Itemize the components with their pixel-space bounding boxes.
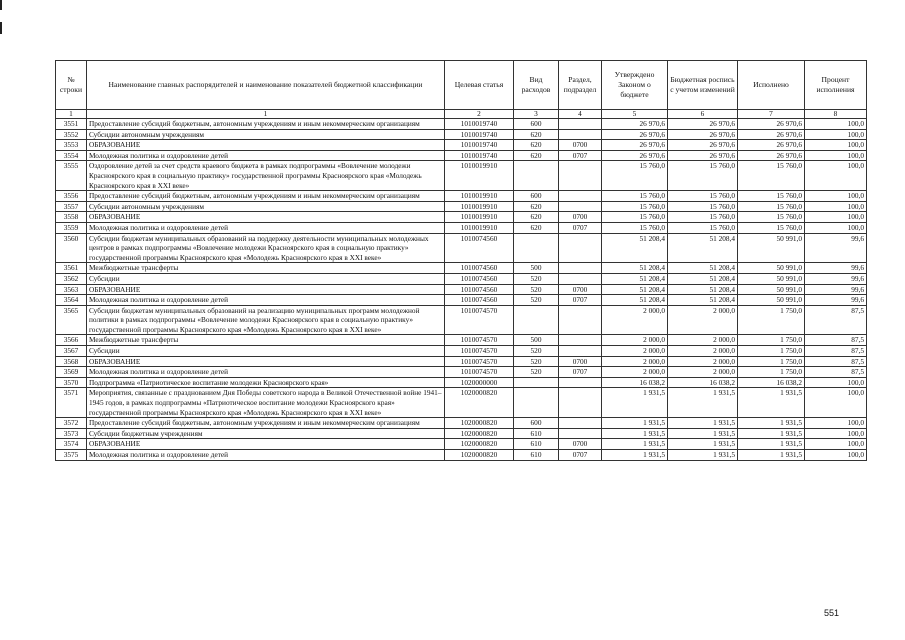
row-section: 0700 (559, 356, 602, 367)
row-section (559, 233, 602, 263)
row-budget-schedule: 1 931,5 (668, 439, 738, 450)
row-number: 3565 (56, 305, 87, 335)
row-number: 3573 (56, 428, 87, 439)
row-expense-type: 620 (514, 140, 559, 151)
row-percent: 99,6 (805, 295, 867, 306)
table-row (56, 273, 867, 284)
row-section (559, 418, 602, 429)
table-row (56, 439, 867, 450)
row-target-article: 1010019740 (445, 150, 514, 161)
row-executed: 50 991,0 (738, 273, 805, 284)
table-row (56, 150, 867, 161)
row-target-article: 1010019910 (445, 222, 514, 233)
row-section (559, 388, 602, 418)
row-target-article: 1010074570 (445, 305, 514, 335)
row-name: Молодежная политика и оздоровление детей (87, 367, 445, 378)
row-target-article: 1020000000 (445, 377, 514, 388)
row-executed: 1 750,0 (738, 356, 805, 367)
row-expense-type: 520 (514, 273, 559, 284)
row-number: 3571 (56, 388, 87, 418)
row-section: 0707 (559, 150, 602, 161)
table-row (56, 346, 867, 357)
row-percent: 99,6 (805, 284, 867, 295)
row-expense-type: 620 (514, 201, 559, 212)
row-approved: 2 000,0 (602, 335, 668, 346)
row-expense-type (514, 305, 559, 335)
row-target-article: 1010074560 (445, 233, 514, 263)
row-executed: 50 991,0 (738, 233, 805, 263)
row-target-article: 1020000820 (445, 439, 514, 450)
row-executed: 1 931,5 (738, 450, 805, 461)
row-percent: 100,0 (805, 212, 867, 223)
row-percent: 87,5 (805, 305, 867, 335)
row-budget-schedule: 2 000,0 (668, 356, 738, 367)
row-number: 3556 (56, 191, 87, 202)
row-budget-schedule: 15 760,0 (668, 201, 738, 212)
row-number: 3570 (56, 377, 87, 388)
header-budget-schedule: Бюджетная роспись с учетом изменений (668, 61, 738, 110)
header-percent: Процент исполнения (805, 61, 867, 110)
row-number: 3568 (56, 356, 87, 367)
row-executed: 15 760,0 (738, 201, 805, 212)
page-number: 551 (824, 608, 840, 618)
row-expense-type: 600 (514, 191, 559, 202)
row-budget-schedule: 26 970,6 (668, 129, 738, 140)
row-percent: 100,0 (805, 439, 867, 450)
row-expense-type (514, 161, 559, 191)
row-number: 3574 (56, 439, 87, 450)
row-budget-schedule: 51 208,4 (668, 284, 738, 295)
row-name: ОБРАЗОВАНИЕ (87, 284, 445, 295)
row-percent: 87,5 (805, 356, 867, 367)
row-number: 3557 (56, 201, 87, 212)
row-expense-type: 520 (514, 356, 559, 367)
row-section: 0707 (559, 295, 602, 306)
row-approved: 51 208,4 (602, 273, 668, 284)
row-target-article: 1020000820 (445, 428, 514, 439)
row-approved: 51 208,4 (602, 295, 668, 306)
table-row (56, 119, 867, 130)
row-budget-schedule: 51 208,4 (668, 233, 738, 263)
row-executed: 1 931,5 (738, 428, 805, 439)
row-expense-type (514, 388, 559, 418)
row-name: Межбюджетные трансферты (87, 263, 445, 274)
table-row (56, 191, 867, 202)
row-percent: 100,0 (805, 377, 867, 388)
row-number: 3567 (56, 346, 87, 357)
row-budget-schedule: 26 970,6 (668, 119, 738, 130)
row-section (559, 428, 602, 439)
row-approved: 51 208,4 (602, 233, 668, 263)
table-row (56, 388, 867, 418)
row-executed: 26 970,6 (738, 140, 805, 151)
row-target-article: 1010019740 (445, 119, 514, 130)
row-approved: 51 208,4 (602, 284, 668, 295)
row-budget-schedule: 15 760,0 (668, 222, 738, 233)
row-executed: 1 750,0 (738, 367, 805, 378)
header-target-article: Целевая статья (445, 61, 514, 110)
row-expense-type: 600 (514, 418, 559, 429)
row-approved: 15 760,0 (602, 201, 668, 212)
row-executed: 26 970,6 (738, 129, 805, 140)
row-budget-schedule: 16 038,2 (668, 377, 738, 388)
row-approved: 2 000,0 (602, 367, 668, 378)
row-section: 0707 (559, 450, 602, 461)
row-executed: 1 750,0 (738, 305, 805, 335)
row-number: 3554 (56, 150, 87, 161)
table-row (56, 284, 867, 295)
row-section (559, 161, 602, 191)
row-target-article: 1010074570 (445, 346, 514, 357)
row-approved: 15 760,0 (602, 191, 668, 202)
row-executed: 16 038,2 (738, 377, 805, 388)
row-number: 3560 (56, 233, 87, 263)
row-target-article: 1010074560 (445, 284, 514, 295)
row-number: 3563 (56, 284, 87, 295)
row-name: Предоставление субсидий бюджетным, автономным учреждениям и иным некоммерческим организациям (87, 191, 445, 202)
table-row (56, 428, 867, 439)
row-approved: 15 760,0 (602, 222, 668, 233)
row-percent: 87,5 (805, 367, 867, 378)
row-budget-schedule: 15 760,0 (668, 161, 738, 191)
row-section: 0700 (559, 140, 602, 151)
row-target-article: 1010019910 (445, 212, 514, 223)
row-executed: 1 750,0 (738, 335, 805, 346)
table-header-row (56, 61, 867, 110)
row-number: 3566 (56, 335, 87, 346)
row-approved: 1 931,5 (602, 428, 668, 439)
row-approved: 1 931,5 (602, 450, 668, 461)
row-expense-type: 520 (514, 295, 559, 306)
table-row (56, 335, 867, 346)
row-budget-schedule: 2 000,0 (668, 346, 738, 357)
column-number: 5 (602, 110, 668, 119)
table-row (56, 263, 867, 274)
row-name: Субсидии (87, 346, 445, 357)
row-section (559, 335, 602, 346)
row-percent: 99,6 (805, 263, 867, 274)
row-name: Межбюджетные трансферты (87, 335, 445, 346)
header-executed: Исполнено (738, 61, 805, 110)
row-section: 0707 (559, 222, 602, 233)
row-budget-schedule: 26 970,6 (668, 150, 738, 161)
row-section: 0700 (559, 439, 602, 450)
row-expense-type: 520 (514, 346, 559, 357)
row-budget-schedule: 1 931,5 (668, 450, 738, 461)
row-approved: 26 970,6 (602, 140, 668, 151)
table-row (56, 233, 867, 263)
row-percent: 100,0 (805, 191, 867, 202)
row-budget-schedule: 51 208,4 (668, 273, 738, 284)
row-number: 3562 (56, 273, 87, 284)
row-section (559, 129, 602, 140)
row-percent: 100,0 (805, 140, 867, 151)
row-number: 3559 (56, 222, 87, 233)
row-expense-type: 520 (514, 367, 559, 378)
row-name: Оздоровление детей за счет средств краевого бюджета в рамках подпрограммы «Вовлечение молодежи Красноярского края в социальную практику» государственной программы Красноярского края «Молодежь Красноярского края в XXI веке» (87, 161, 445, 191)
row-number: 3572 (56, 418, 87, 429)
row-section: 0707 (559, 367, 602, 378)
table-row (56, 367, 867, 378)
row-name: Молодежная политика и оздоровление детей (87, 150, 445, 161)
row-percent: 99,6 (805, 233, 867, 263)
table-row (56, 418, 867, 429)
row-name: Субсидии бюджетным учреждениям (87, 428, 445, 439)
column-number-row (56, 110, 867, 119)
table-row (56, 140, 867, 151)
row-target-article: 1010019740 (445, 129, 514, 140)
table-row (56, 201, 867, 212)
row-percent: 100,0 (805, 388, 867, 418)
row-number: 3555 (56, 161, 87, 191)
row-name: ОБРАЗОВАНИЕ (87, 439, 445, 450)
budget-table (55, 60, 867, 461)
row-number: 3551 (56, 119, 87, 130)
row-name: ОБРАЗОВАНИЕ (87, 356, 445, 367)
scan-edge-mark (0, 0, 5, 10)
row-percent: 100,0 (805, 450, 867, 461)
row-expense-type (514, 377, 559, 388)
row-approved: 1 931,5 (602, 388, 668, 418)
table-row (56, 212, 867, 223)
row-percent: 87,5 (805, 346, 867, 357)
column-number: 7 (738, 110, 805, 119)
row-target-article: 1010074570 (445, 335, 514, 346)
row-budget-schedule: 1 931,5 (668, 428, 738, 439)
row-expense-type: 600 (514, 119, 559, 130)
row-name: Подпрограмма «Патриотическое воспитание молодежи Красноярского края» (87, 377, 445, 388)
column-number: 6 (668, 110, 738, 119)
row-percent: 100,0 (805, 201, 867, 212)
row-target-article: 1010074570 (445, 367, 514, 378)
row-target-article: 1010074560 (445, 295, 514, 306)
row-executed: 15 760,0 (738, 191, 805, 202)
row-name: ОБРАЗОВАНИЕ (87, 140, 445, 151)
row-approved: 15 760,0 (602, 212, 668, 223)
row-percent: 100,0 (805, 222, 867, 233)
table-row (56, 356, 867, 367)
row-target-article: 1020000820 (445, 418, 514, 429)
row-percent: 100,0 (805, 428, 867, 439)
row-executed: 1 750,0 (738, 346, 805, 357)
column-number: 4 (559, 110, 602, 119)
row-percent: 87,5 (805, 335, 867, 346)
row-percent: 99,6 (805, 273, 867, 284)
row-name: Молодежная политика и оздоровление детей (87, 222, 445, 233)
row-expense-type: 610 (514, 428, 559, 439)
row-executed: 26 970,6 (738, 150, 805, 161)
row-name: Субсидии бюджетам муниципальных образований на поддержку деятельности муниципальных молодежных центров в рамках подпрограммы «Вовлечение молодежи Красноярского края в социальную практику» государственной программы Красноярского края «Молодежь Красноярского края в XXI веке» (87, 233, 445, 263)
row-executed: 50 991,0 (738, 284, 805, 295)
row-approved: 26 970,6 (602, 150, 668, 161)
row-expense-type: 610 (514, 439, 559, 450)
row-approved: 16 038,2 (602, 377, 668, 388)
table-row (56, 450, 867, 461)
row-approved: 26 970,6 (602, 129, 668, 140)
row-expense-type: 500 (514, 335, 559, 346)
column-number: 3 (514, 110, 559, 119)
header-expense-type: Вид расходов (514, 61, 559, 110)
row-approved: 26 970,6 (602, 119, 668, 130)
header-row-number: № строки (56, 61, 87, 110)
row-target-article: 1020000820 (445, 388, 514, 418)
row-name: Мероприятия, связанные с празднованием Дня Победы советского народа в Великой Отечественной войне 1941–1945 годов, в рамках подпрограммы «Патриотическое воспитание молодежи Красноярского края» государственной программы Красноярского края «Молодежь Красноярского края в XXI веке» (87, 388, 445, 418)
row-approved: 2 000,0 (602, 356, 668, 367)
row-budget-schedule: 26 970,6 (668, 140, 738, 151)
row-executed: 1 931,5 (738, 388, 805, 418)
row-name: Молодежная политика и оздоровление детей (87, 450, 445, 461)
column-number: 1 (87, 110, 445, 119)
row-percent: 100,0 (805, 150, 867, 161)
row-approved: 2 000,0 (602, 305, 668, 335)
row-expense-type: 620 (514, 222, 559, 233)
column-number: 2 (445, 110, 514, 119)
row-number: 3575 (56, 450, 87, 461)
row-target-article: 1010019910 (445, 191, 514, 202)
row-approved: 1 931,5 (602, 439, 668, 450)
row-section (559, 263, 602, 274)
table-row (56, 129, 867, 140)
row-percent: 100,0 (805, 161, 867, 191)
row-budget-schedule: 2 000,0 (668, 367, 738, 378)
row-section (559, 273, 602, 284)
table-row (56, 305, 867, 335)
row-section (559, 346, 602, 357)
row-budget-schedule: 15 760,0 (668, 191, 738, 202)
row-number: 3569 (56, 367, 87, 378)
row-target-article: 1010074570 (445, 356, 514, 367)
row-expense-type: 620 (514, 150, 559, 161)
row-name: Молодежная политика и оздоровление детей (87, 295, 445, 306)
row-executed: 1 931,5 (738, 439, 805, 450)
row-section (559, 201, 602, 212)
row-budget-schedule: 2 000,0 (668, 335, 738, 346)
row-executed: 50 991,0 (738, 295, 805, 306)
row-budget-schedule: 2 000,0 (668, 305, 738, 335)
row-target-article: 1010074560 (445, 273, 514, 284)
row-executed: 26 970,6 (738, 119, 805, 130)
table-row (56, 222, 867, 233)
row-name: Субсидии бюджетам муниципальных образований на реализацию муниципальных программ молодежной политики в рамках подпрограммы «Вовлечение молодежи Красноярского края в социальную практику» государственной программы Красноярского края «Молодежь Красноярского края в XXI веке» (87, 305, 445, 335)
row-approved: 15 760,0 (602, 161, 668, 191)
row-number: 3558 (56, 212, 87, 223)
header-approved: Утверждено Законом о бюджете (602, 61, 668, 110)
row-name: Субсидии (87, 273, 445, 284)
row-number: 3564 (56, 295, 87, 306)
row-number: 3561 (56, 263, 87, 274)
row-target-article: 1010019740 (445, 140, 514, 151)
row-budget-schedule: 51 208,4 (668, 295, 738, 306)
row-name: Субсидии автономным учреждениям (87, 201, 445, 212)
row-expense-type: 620 (514, 129, 559, 140)
row-expense-type: 520 (514, 284, 559, 295)
row-percent: 100,0 (805, 418, 867, 429)
row-section (559, 305, 602, 335)
row-name: Субсидии автономным учреждениям (87, 129, 445, 140)
row-approved: 2 000,0 (602, 346, 668, 357)
table-row (56, 295, 867, 306)
row-executed: 1 931,5 (738, 418, 805, 429)
row-percent: 100,0 (805, 119, 867, 130)
row-section (559, 191, 602, 202)
scan-edge-mark (0, 22, 5, 34)
row-number: 3552 (56, 129, 87, 140)
row-name: Предоставление субсидий бюджетным, автономным учреждениям и иным некоммерческим организациям (87, 119, 445, 130)
row-executed: 15 760,0 (738, 212, 805, 223)
row-budget-schedule: 1 931,5 (668, 388, 738, 418)
row-executed: 15 760,0 (738, 161, 805, 191)
row-number: 3553 (56, 140, 87, 151)
row-section (559, 377, 602, 388)
row-executed: 50 991,0 (738, 263, 805, 274)
row-name: Предоставление субсидий бюджетным, автономным учреждениям и иным некоммерческим организациям (87, 418, 445, 429)
row-budget-schedule: 51 208,4 (668, 263, 738, 274)
row-expense-type: 500 (514, 263, 559, 274)
row-approved: 1 931,5 (602, 418, 668, 429)
row-section: 0700 (559, 212, 602, 223)
row-approved: 51 208,4 (602, 263, 668, 274)
row-target-article: 1010019910 (445, 201, 514, 212)
row-target-article: 1020000820 (445, 450, 514, 461)
row-expense-type: 620 (514, 212, 559, 223)
row-expense-type (514, 233, 559, 263)
table-row (56, 161, 867, 191)
row-expense-type: 610 (514, 450, 559, 461)
header-section: Раздел, подраздел (559, 61, 602, 110)
column-number: 1 (56, 110, 87, 119)
row-executed: 15 760,0 (738, 222, 805, 233)
row-target-article: 1010074560 (445, 263, 514, 274)
row-percent: 100,0 (805, 129, 867, 140)
row-target-article: 1010019910 (445, 161, 514, 191)
column-number: 8 (805, 110, 867, 119)
table-row (56, 377, 867, 388)
header-name: Наименование главных распорядителей и наименование показателей бюджетной классификации (87, 61, 445, 110)
row-name: ОБРАЗОВАНИЕ (87, 212, 445, 223)
row-budget-schedule: 1 931,5 (668, 418, 738, 429)
row-section: 0700 (559, 284, 602, 295)
row-section (559, 119, 602, 130)
row-budget-schedule: 15 760,0 (668, 212, 738, 223)
